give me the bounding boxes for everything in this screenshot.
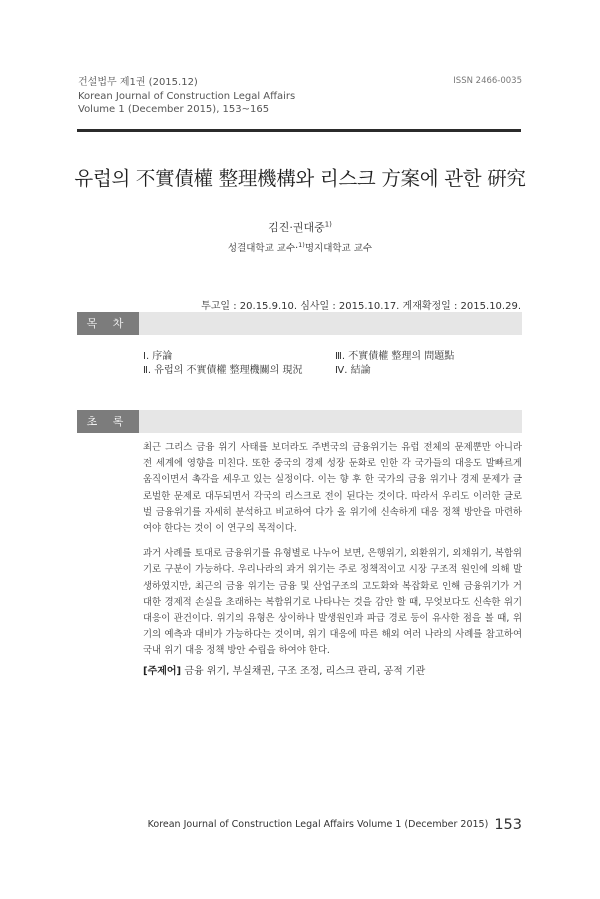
keywords-text: 금융 위기, 부실채권, 구조 조정, 리스크 관리, 공적 기관 [184, 666, 426, 677]
abstract-label: 초 록 [77, 410, 139, 433]
toc-heading-band [77, 312, 522, 335]
affiliation-second: 명지대학교 교수 [304, 243, 373, 254]
toc-column-right [335, 350, 454, 378]
journal-title-korean: 건설법무 제1권 (2015.12) [78, 77, 198, 88]
toc-item: Ⅱ. 유럽의 不實債權 整理機關의 現況 [143, 365, 303, 376]
authors [0, 219, 600, 235]
page-number: 153 [494, 816, 522, 833]
author-names: 김진·권대중 [268, 221, 325, 234]
footer-journal: Korean Journal of Construction Legal Affairs Volume 1 (December 2015) [147, 819, 489, 830]
toc-item: Ⅲ. 不實債權 整理의 問題點 [335, 351, 455, 362]
affiliation-footnote-mark: 1) [298, 240, 305, 249]
abstract-paragraph: 최근 그리스 금융 위기 사태를 보더라도 주변국의 금융위기는 유럽 전체의 문제뿐만 아니라 전 세계에 영향을 미친다. 또한 중국의 경제 성장 둔화로 인한 각 국가들의 대응도 발빠르게 움직이면서 촉각을 세우고 있는 실정이다. 이는 향 후 한 국가의 금융 위기나 경제 문제가 글로벌한 문제로 대두되면서 각국의 리스크로 전이 된다는 것이다. 따라서 우리도 이러한 글로벌 금융위기를 자세히 분석하고 비교하여 다가 올 위기에 신속하게 대응 정책 방안을 마련하여야 한다는 것이 이 연구의 목적이다. [143, 442, 522, 535]
abstract-body [143, 440, 522, 669]
toc-label: 목 차 [77, 312, 139, 335]
header-rule [77, 129, 521, 132]
toc-column-left [143, 350, 302, 378]
toc-item: Ⅳ. 結論 [335, 365, 371, 376]
submission-dates: 투고일 : 20.15.9.10. 심사일 : 2015.10.17. 게재확정일 : 2015.10.29. [201, 301, 521, 312]
keywords [143, 662, 425, 677]
issn: ISSN 2466-0035 [453, 76, 522, 86]
journal-volume: Volume 1 (December 2015), 153~165 [78, 104, 270, 115]
affiliation-first: 성결대학교 교수· [227, 243, 299, 254]
toc-item: Ⅰ. 序論 [143, 351, 173, 362]
page-footer [148, 814, 522, 833]
keywords-label: [주제어] [143, 666, 182, 677]
journal-header [78, 76, 295, 117]
affiliations [0, 240, 600, 254]
author-footnote-mark: 1) [324, 220, 332, 229]
abstract-paragraph: 과거 사례를 토대로 금융위기를 유형별로 나누어 보면, 은행위기, 외환위기, 외채위기, 복합위기로 구분이 가능하다. 우리나라의 과거 위기는 주로 정책적이고 시장 구조적 원인에 의해 발생하였지만, 최근의 금융 위기는 금융 및 산업구조의 고도화와 복잡화로 인해 금융위기가 거대한 경제적 손실을 초래하는 복합위기로 나타나는 것을 감안 할 때, 무엇보다도 신속한 위기 대응이 관건이다. 위기의 유형은 상이하나 발생원인과 파급 경로 등이 유사한 점을 볼 때, 위기의 예측과 대비가 가능하다는 것이며, 위기 대응에 따른 해외 여러 나라의 사례를 참고하여 국내 위기 대응 정책 방안 수립을 하여야 한다. [143, 548, 522, 657]
paper-title: 유럽의 不實債權 整理機構와 리스크 方案에 관한 硏究 [74, 167, 526, 190]
abstract-heading-band [77, 410, 522, 433]
journal-title-english: Korean Journal of Construction Legal Affairs [78, 90, 296, 102]
